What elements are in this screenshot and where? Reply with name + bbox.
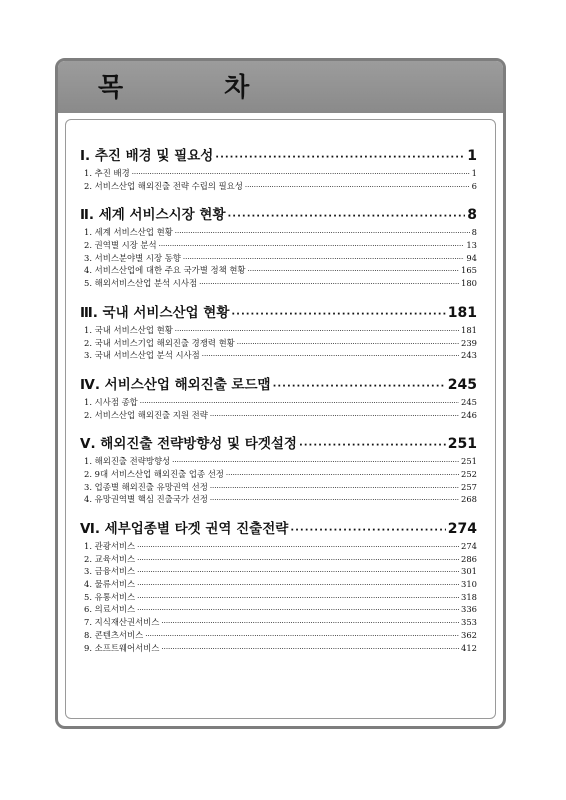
entry-page-number: 180 xyxy=(461,278,477,289)
entry-label: 6. 의료서비스 xyxy=(84,604,136,615)
dot-leader xyxy=(228,206,466,228)
dot-leader xyxy=(299,435,446,457)
entry-page-number: 268 xyxy=(461,494,477,505)
section-heading-row[interactable] xyxy=(80,302,477,324)
section-page-number: 274 xyxy=(447,521,477,537)
entry-page-number: 181 xyxy=(461,324,477,335)
section-title: Ⅲ. 국내 서비스산업 현황 xyxy=(80,304,230,321)
entry-label: 4. 유망권역별 핵심 진출국가 선정 xyxy=(84,494,208,505)
dot-leader xyxy=(210,494,459,507)
section-title: Ⅳ. 서비스산업 해외진출 로드맵 xyxy=(80,376,271,393)
table-of-contents xyxy=(80,145,477,654)
dot-leader xyxy=(248,265,460,278)
toc-entry[interactable] xyxy=(80,167,477,180)
dot-leader xyxy=(161,617,459,630)
entry-label: 8. 콘텐츠서비스 xyxy=(84,629,144,640)
section-title: Ⅱ. 세계 서비스시장 현황 xyxy=(80,207,226,224)
toc-entry[interactable] xyxy=(80,180,477,193)
entry-page-number: 274 xyxy=(461,541,477,551)
entry-page-number: 412 xyxy=(461,642,477,653)
toc-header xyxy=(58,61,503,113)
section-title: Ⅰ. 추진 배경 및 필요성 xyxy=(80,148,214,164)
entry-page-number: 336 xyxy=(461,604,477,615)
toc-entry[interactable] xyxy=(80,455,477,468)
toc-entry[interactable] xyxy=(80,252,477,265)
section-title: Ⅴ. 해외진출 전략방향성 및 타겟설정 xyxy=(80,436,297,453)
toc-entry[interactable] xyxy=(80,578,477,591)
toc-entry[interactable] xyxy=(80,616,477,629)
entry-page-number: 252 xyxy=(461,468,477,479)
dot-leader xyxy=(161,643,459,656)
toc-section-4 xyxy=(80,374,477,421)
toc-section-5 xyxy=(80,433,477,506)
toc-entry[interactable] xyxy=(80,396,477,409)
entry-page-number: 94 xyxy=(466,252,477,263)
toc-entry[interactable] xyxy=(80,349,477,362)
dot-leader xyxy=(245,181,470,194)
entry-page-number: 6 xyxy=(471,180,477,191)
dot-leader xyxy=(231,304,445,326)
dot-leader xyxy=(137,566,459,579)
entry-page-number: 257 xyxy=(461,481,477,492)
entry-label: 2. 서비스산업 해외진출 전략 수립의 필요성 xyxy=(84,180,243,191)
section-page-number: 1 xyxy=(467,148,477,164)
dot-leader xyxy=(175,227,470,240)
entry-page-number: 246 xyxy=(461,409,477,420)
toc-entry[interactable] xyxy=(80,493,477,506)
entry-label: 1. 추진 배경 xyxy=(84,168,130,178)
section-heading-row[interactable] xyxy=(80,374,477,396)
toc-entry[interactable] xyxy=(80,337,477,350)
entry-label: 2. 국내 서비스기업 해외진출 경쟁력 현황 xyxy=(84,337,235,348)
entry-page-number: 353 xyxy=(461,617,477,628)
entry-page-number: 301 xyxy=(461,566,477,577)
entry-label: 3. 서비스분야별 시장 동향 xyxy=(84,252,181,263)
toc-entry[interactable] xyxy=(80,481,477,494)
entry-page-number: 310 xyxy=(461,579,477,590)
toc-entry[interactable] xyxy=(80,603,477,616)
entry-label: 4. 물류서비스 xyxy=(84,579,136,590)
entry-page-number: 8 xyxy=(471,227,477,238)
entry-label: 1. 관광서비스 xyxy=(84,541,136,551)
entry-label: 2. 서비스산업 해외진출 지원 전략 xyxy=(84,409,208,420)
entry-label: 1. 시사점 종합 xyxy=(84,396,138,407)
entry-page-number: 13 xyxy=(466,240,477,251)
toc-entry[interactable] xyxy=(80,591,477,604)
section-page-number: 8 xyxy=(467,207,477,224)
toc-section-3 xyxy=(80,302,477,362)
toc-entry[interactable] xyxy=(80,409,477,422)
toc-entry[interactable] xyxy=(80,642,477,655)
entry-page-number: 286 xyxy=(461,553,477,564)
toc-frame xyxy=(55,58,506,729)
dot-leader xyxy=(137,592,459,605)
section-heading-row[interactable] xyxy=(80,518,477,540)
entry-label: 4. 서비스산업에 대한 주요 국가별 정책 현황 xyxy=(84,265,246,276)
dot-leader xyxy=(226,469,459,482)
dot-leader xyxy=(290,520,445,542)
entry-page-number: 318 xyxy=(461,591,477,602)
toc-entry[interactable] xyxy=(80,277,477,290)
entry-label: 3. 금융서비스 xyxy=(84,566,136,577)
dot-leader xyxy=(202,350,459,363)
section-title: Ⅵ. 세부업종별 타겟 권역 진출전략 xyxy=(80,521,289,537)
toc-entry[interactable] xyxy=(80,553,477,566)
entry-page-number: 243 xyxy=(461,350,477,361)
dot-leader xyxy=(210,410,459,423)
entry-page-number: 1 xyxy=(471,168,477,178)
dot-leader xyxy=(215,147,465,169)
section-heading-row[interactable] xyxy=(80,145,477,167)
entry-label: 5. 유통서비스 xyxy=(84,591,136,602)
dot-leader xyxy=(273,376,446,398)
entry-label: 5. 해외서비스산업 분석 시사점 xyxy=(84,278,198,289)
toc-title: 목 차 xyxy=(98,73,296,103)
section-page-number: 181 xyxy=(447,304,477,321)
entry-label: 9. 소프트웨어서비스 xyxy=(84,642,160,653)
entry-label: 2. 권역별 시장 분석 xyxy=(84,240,157,251)
entry-page-number: 165 xyxy=(461,265,477,276)
toc-entry[interactable] xyxy=(80,239,477,252)
entry-label: 3. 업종별 해외진출 유망권역 선정 xyxy=(84,481,208,492)
entry-label: 1. 국내 서비스산업 현황 xyxy=(84,324,173,335)
entry-label: 7. 지식재산권서비스 xyxy=(84,617,160,628)
entry-label: 3. 국내 서비스산업 분석 시사점 xyxy=(84,350,200,361)
dot-leader xyxy=(137,579,459,592)
dot-leader xyxy=(210,482,459,495)
entry-label: 1. 해외진출 전략방향성 xyxy=(84,456,171,467)
entry-page-number: 362 xyxy=(461,629,477,640)
section-page-number: 251 xyxy=(447,436,477,453)
dot-leader xyxy=(137,604,459,617)
entry-page-number: 245 xyxy=(461,396,477,407)
toc-entry[interactable] xyxy=(80,540,477,553)
toc-entry[interactable] xyxy=(80,324,477,337)
toc-entry[interactable] xyxy=(80,565,477,578)
dot-leader xyxy=(237,338,459,351)
dot-leader xyxy=(199,278,459,291)
dot-leader xyxy=(145,630,459,643)
toc-entry[interactable] xyxy=(80,468,477,481)
section-page-number: 245 xyxy=(447,376,477,393)
entry-page-number: 251 xyxy=(461,456,477,467)
entry-label: 2. 교육서비스 xyxy=(84,553,136,564)
toc-entry[interactable] xyxy=(80,629,477,642)
dot-leader xyxy=(137,541,459,554)
dot-leader xyxy=(159,240,465,253)
toc-section-1 xyxy=(80,145,477,192)
section-heading-row[interactable] xyxy=(80,204,477,226)
entry-label: 2. 9대 서비스산업 해외진출 업종 선정 xyxy=(84,468,224,479)
section-heading-row[interactable] xyxy=(80,433,477,455)
toc-entry[interactable] xyxy=(80,264,477,277)
toc-section-2 xyxy=(80,204,477,289)
entry-page-number: 239 xyxy=(461,337,477,348)
toc-section-6 xyxy=(80,518,477,654)
entry-label: 1. 세계 서비스산업 현황 xyxy=(84,227,173,238)
toc-entry[interactable] xyxy=(80,226,477,239)
dot-leader xyxy=(137,554,459,567)
